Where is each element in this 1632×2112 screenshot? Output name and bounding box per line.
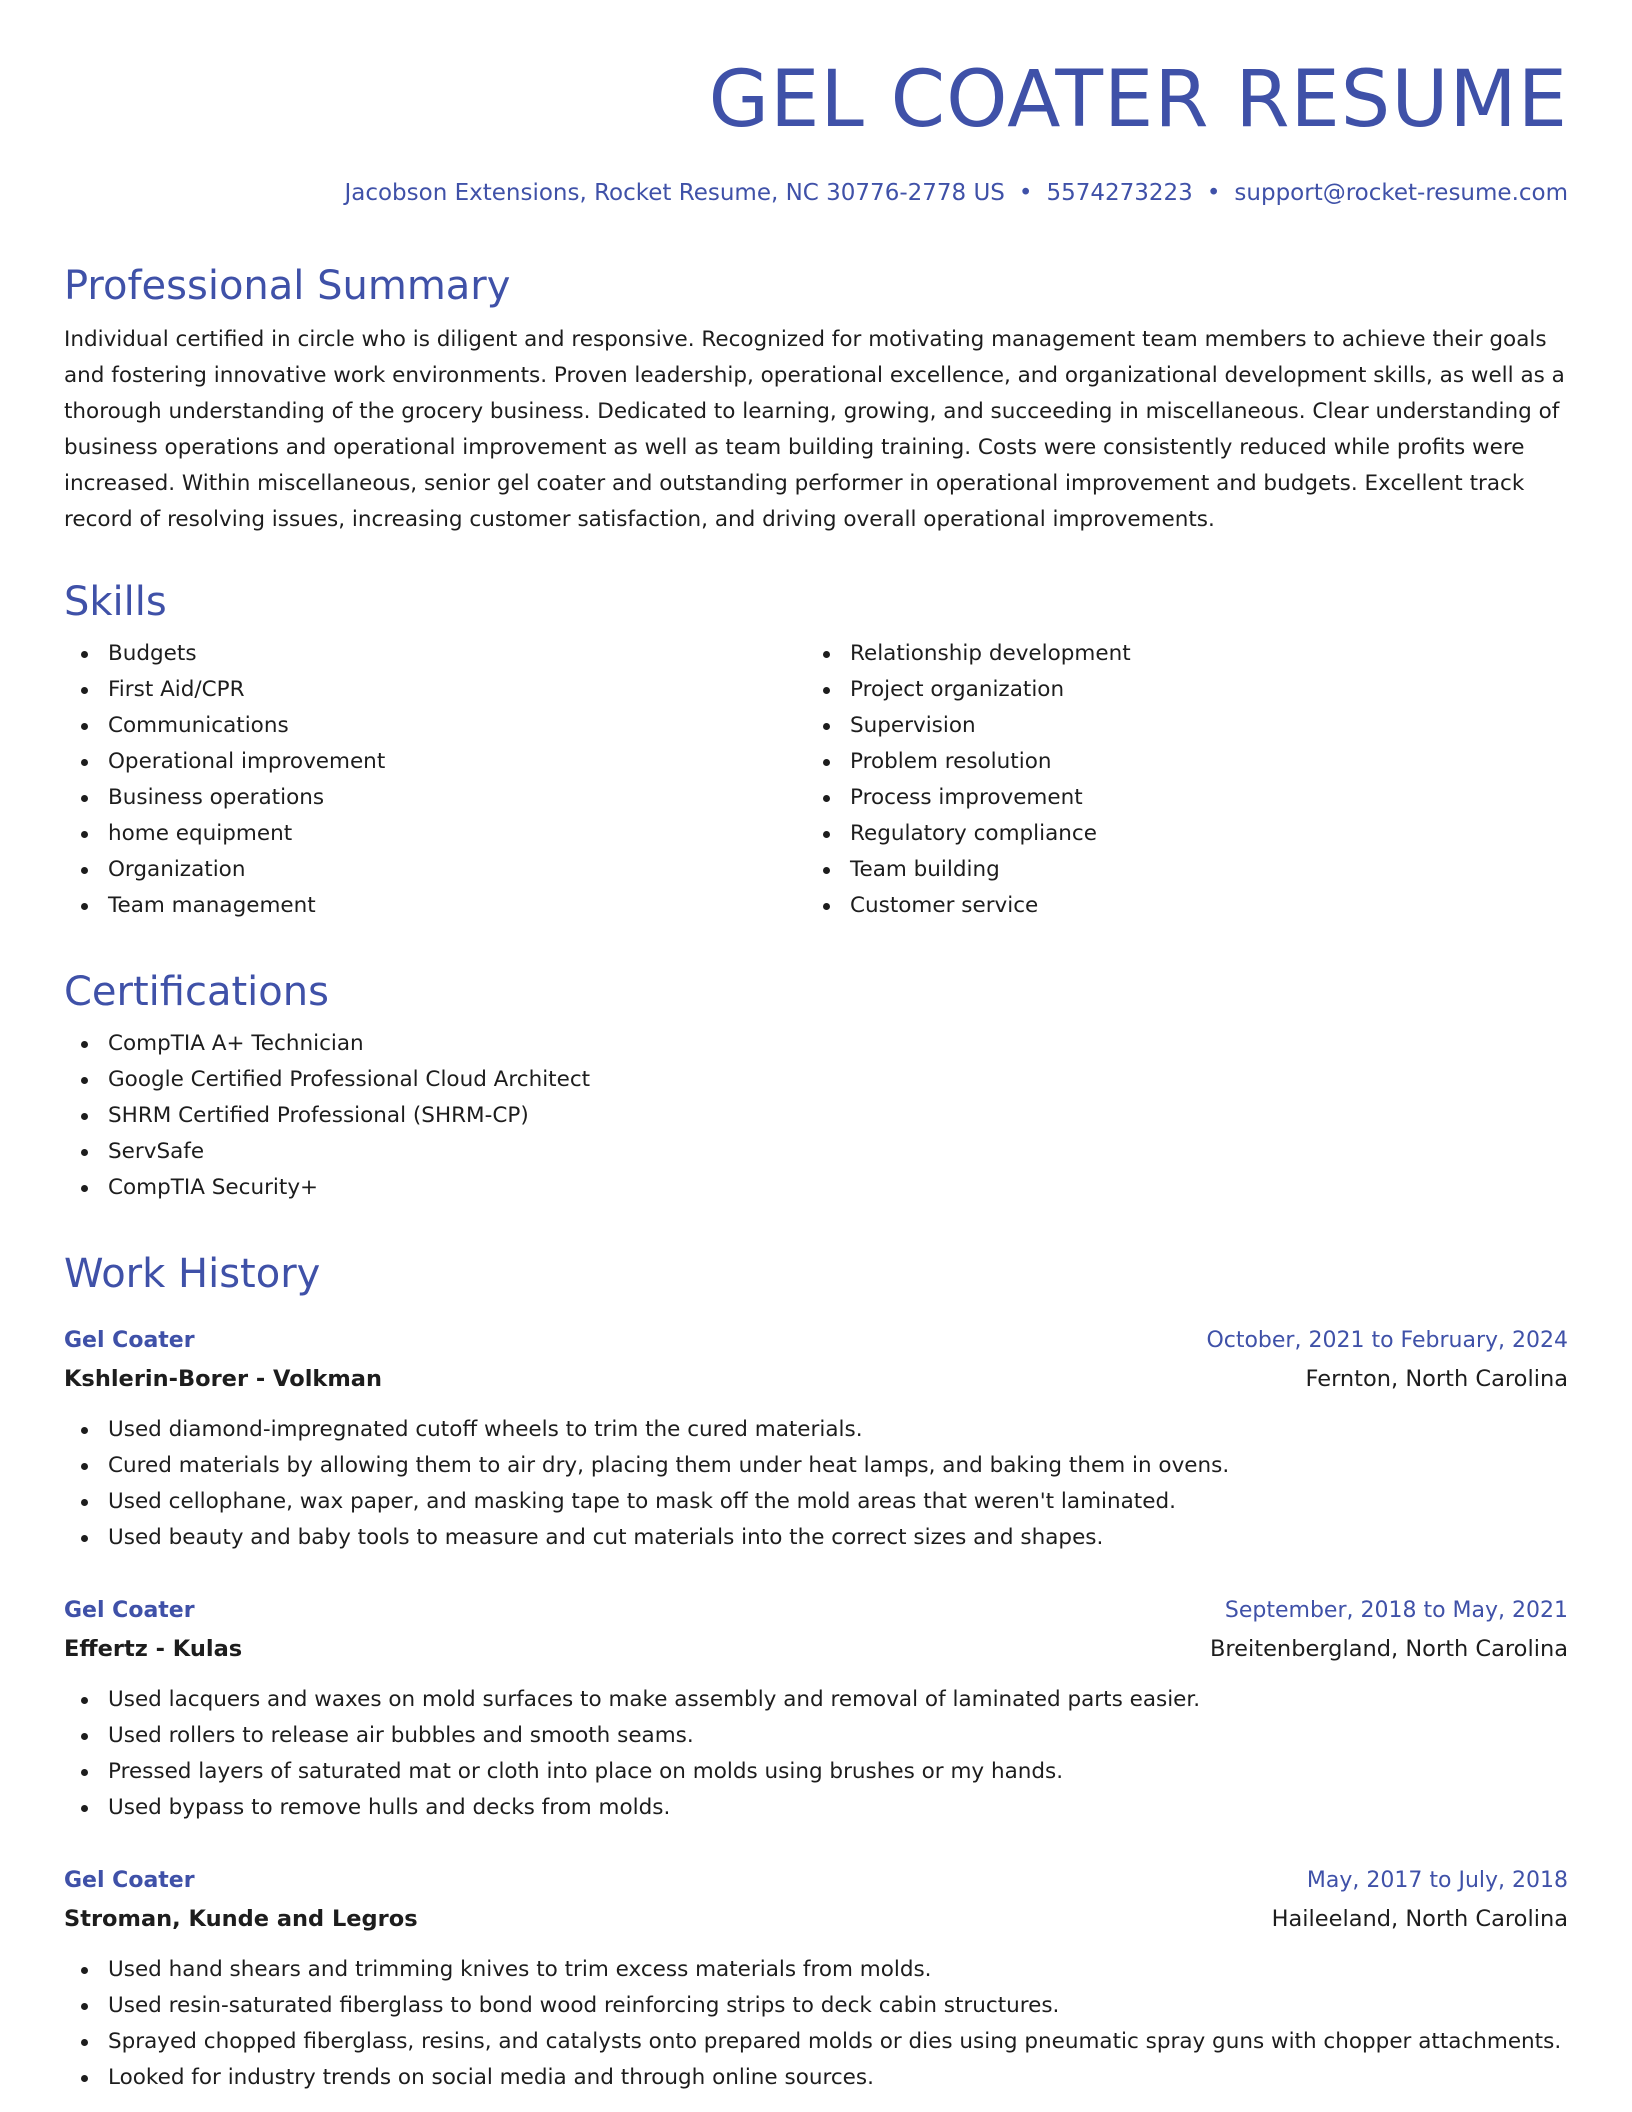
job-header-row <box>64 1862 1568 1900</box>
job-company-row <box>64 1360 1568 1398</box>
job-duty-item: Pressed layers of saturated mat or cloth into place on molds using brushes or my hands. <box>64 1754 1568 1790</box>
skills-column-left <box>64 636 806 924</box>
job-duty-item: Used rollers to release air bubbles and smooth seams. <box>64 1718 1568 1754</box>
job-duty-item: Used resin-saturated fiberglass to bond wood reinforcing strips to deck cabin structures. <box>64 1988 1568 2024</box>
skill-item: Team management <box>64 888 806 924</box>
work-history-heading: Work History <box>64 1251 321 1297</box>
skill-item: Relationship development <box>806 636 1548 672</box>
contact-email[interactable]: support@rocket-resume.com <box>1234 180 1568 206</box>
skill-item: home equipment <box>64 816 806 852</box>
job-header-row <box>64 1322 1568 1360</box>
job-header-row <box>64 1592 1568 1630</box>
skills-heading: Skills <box>64 579 167 625</box>
skill-item: Team building <box>806 852 1548 888</box>
skill-item: Regulatory compliance <box>806 816 1548 852</box>
skill-item: Process improvement <box>806 780 1548 816</box>
job-location: Breitenbergland, North Carolina <box>1209 1636 1568 1662</box>
skill-item: Budgets <box>64 636 806 672</box>
skills-section <box>64 578 1568 924</box>
skills-list-left <box>64 636 806 924</box>
skill-item: First Aid/CPR <box>64 672 806 708</box>
certifications-heading: Certifications <box>64 969 329 1015</box>
job-title: Gel Coater <box>64 1868 195 1893</box>
certification-item: ServSafe <box>64 1134 1568 1170</box>
job-duty-item: Used diamond-impregnated cutoff wheels to trim the cured materials. <box>64 1412 1568 1448</box>
job-duty-item: Used hand shears and trimming knives to trim excess materials from molds. <box>64 1952 1568 1988</box>
summary-text: Individual certified in circle who is diligent and responsive. Recognized for motivating management team members to achieve their goals and fostering innovative work environments. Proven leadership, operational excellence, and organizational development skills, as well as a thorough understanding of the grocery business. Dedicated to learning, growing, and succeeding in miscellaneous. Clear understanding of business operations and operational improvement as well as team building training. Costs were consistently reduced while profits were increased. Within miscellaneous, senior gel coater and outstanding performer in operational improvement and budgets. Excellent track record of resolving issues, increasing customer satisfaction, and driving overall operational improvements. <box>64 327 1565 532</box>
job-entry <box>64 1322 1568 1556</box>
job-duty-item: Used cellophane, wax paper, and masking tape to mask off the mold areas that weren't laminated. <box>64 1484 1568 1520</box>
skill-item: Project organization <box>806 672 1548 708</box>
skill-item: Customer service <box>806 888 1548 924</box>
skills-list-right <box>806 636 1548 924</box>
resume-title: GEL COATER RESUME <box>708 55 1568 145</box>
job-duties-list <box>64 1682 1568 1826</box>
skill-item: Organization <box>64 852 806 888</box>
skill-item: Supervision <box>806 708 1548 744</box>
job-duty-item: Looked for industry trends on social media and through online sources. <box>64 2060 1568 2096</box>
job-duties-list <box>64 1412 1568 1556</box>
contact-line <box>344 178 1568 208</box>
contact-address: Jacobson Extensions, Rocket Resume, NC 30776-2778 US <box>344 180 1005 206</box>
skill-item: Operational improvement <box>64 744 806 780</box>
job-entry <box>64 1862 1568 2096</box>
job-company-row <box>64 1900 1568 1938</box>
contact-phone: 5574273223 <box>1046 180 1193 206</box>
job-duty-item: Used lacquers and waxes on mold surfaces to make assembly and removal of laminated parts easier. <box>64 1682 1568 1718</box>
job-duty-item: Sprayed chopped fiberglass, resins, and catalysts onto prepared molds or dies using pneumatic spray guns with chopper attachments. <box>64 2024 1568 2060</box>
job-dates: September, 2018 to May, 2021 <box>1224 1598 1568 1623</box>
skill-item: Communications <box>64 708 806 744</box>
skills-columns <box>64 636 1568 924</box>
job-location: Haileeland, North Carolina <box>1271 1906 1568 1932</box>
job-dates: October, 2021 to February, 2024 <box>1206 1328 1568 1353</box>
job-duty-item: Used bypass to remove hulls and decks from molds. <box>64 1790 1568 1826</box>
job-company: Stroman, Kunde and Legros <box>64 1906 418 1932</box>
job-duties-list <box>64 1952 1568 2096</box>
skills-column-right <box>806 636 1548 924</box>
job-location: Fernton, North Carolina <box>1305 1366 1568 1392</box>
job-entry <box>64 1592 1568 1826</box>
job-dates: May, 2017 to July, 2018 <box>1306 1868 1568 1893</box>
job-title: Gel Coater <box>64 1598 195 1623</box>
work-history-section <box>64 1250 1568 1298</box>
contact-separator: • <box>1018 180 1033 206</box>
job-duty-item: Used beauty and baby tools to measure and cut materials into the correct sizes and shapes. <box>64 1520 1568 1556</box>
certification-item: CompTIA A+ Technician <box>64 1026 1568 1062</box>
certification-item: Google Certified Professional Cloud Architect <box>64 1062 1568 1098</box>
contact-separator: • <box>1206 180 1221 206</box>
skill-item: Business operations <box>64 780 806 816</box>
summary-section <box>64 262 1568 538</box>
certifications-list <box>64 1026 1568 1206</box>
job-company-row <box>64 1630 1568 1668</box>
summary-heading: Professional Summary <box>64 263 511 309</box>
job-title: Gel Coater <box>64 1328 195 1353</box>
skill-item: Problem resolution <box>806 744 1548 780</box>
certification-item: SHRM Certified Professional (SHRM-CP) <box>64 1098 1568 1134</box>
certifications-section <box>64 968 1568 1206</box>
job-duty-item: Cured materials by allowing them to air dry, placing them under heat lamps, and baking them in ovens. <box>64 1448 1568 1484</box>
certification-item: CompTIA Security+ <box>64 1170 1568 1206</box>
job-company: Effertz - Kulas <box>64 1636 243 1662</box>
job-company: Kshlerin-Borer - Volkman <box>64 1366 383 1392</box>
